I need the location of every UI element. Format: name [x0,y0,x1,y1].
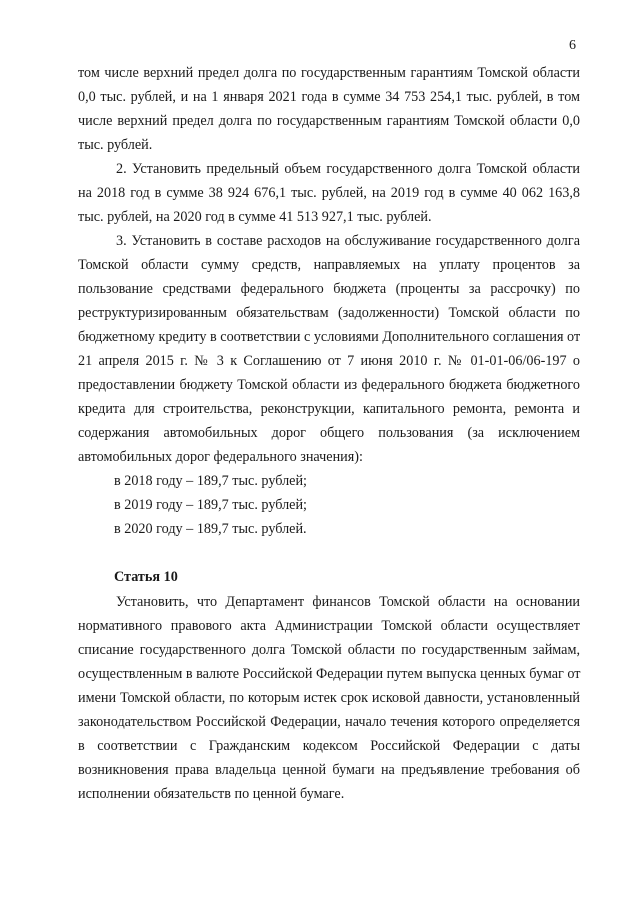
text-line: Томской области сумму средств, направляемых на уплату процентов за [78,257,580,273]
text-line: тыс. рублей, на 2020 год в сумме 41 513 927,1 тыс. рублей. [78,209,432,225]
text-line: на 2018 год в сумме 38 924 676,1 тыс. рублей, на 2019 год в сумме 40 062 163,8 [78,185,580,201]
list-item-2018: в 2018 году – 189,7 тыс. рублей; [114,473,307,489]
paragraph-3-start: 3. Установить в составе расходов на обслуживание государственного долга [116,233,580,249]
text-line: нормативного правового акта Администрации Томской области осуществляет [78,618,580,634]
text-line: реструктуризированным обязательствам (задолженности) Томской области по [78,305,580,321]
text-line: списание государственного долга Томской области по государственным займам, [78,642,580,658]
text-line: осуществленным в валюте Российской Федерации путем выпуска ценных бумаг от [78,666,581,682]
text-line: 0,0 тыс. рублей, и на 1 января 2021 года в сумме 34 753 254,1 тыс. рублей, в том [78,89,580,105]
text-line: том числе верхний предел долга по государственным гарантиям Томской области [78,65,580,81]
text-line: в соответствии с Гражданским кодексом Российской Федерации с даты [78,738,580,754]
text-line: числе верхний предел долга по государственным гарантиям Томской области 0,0 [78,113,580,129]
text-line: содержания автомобильных дорог общего пользования (за исключением [78,425,580,441]
text-line: исполнении обязательств по ценной бумаге. [78,786,345,802]
text-line: пользование средствами федерального бюджета (проценты за рассрочку) по [78,281,580,297]
text-line: кредита для строительства, реконструкции, капитального ремонта, ремонта и [78,401,580,417]
article-10-paragraph-start: Установить, что Департамент финансов Томской области на основании [116,594,580,610]
text-line: возникновения права владельца ценной бумаги на предъявление требования об [78,762,580,778]
text-line: предоставлении бюджету Томской области из федерального бюджета бюджетного [78,377,580,393]
article-heading: Статья 10 [114,569,178,585]
text-line: тыс. рублей. [78,137,153,153]
page-number: 6 [569,38,576,53]
text-line: законодательством Российской Федерации, начало течения которого определяется [78,714,580,730]
text-line: бюджетному кредиту в соответствии с условиями Дополнительного соглашения от [78,329,581,345]
text-line: 21 апреля 2015 г. № 3 к Соглашению от 7 июня 2010 г. № 01-01-06/06-197 о [78,353,580,369]
list-item-2020: в 2020 году – 189,7 тыс. рублей. [114,521,307,537]
text-line: автомобильных дорог федерального значения): [78,449,363,465]
list-item-2019: в 2019 году – 189,7 тыс. рублей; [114,497,307,513]
text-line: имени Томской области, по которым истек срок исковой давности, установленный [78,690,580,706]
paragraph-2-start: 2. Установить предельный объем государственного долга Томской области [116,161,580,177]
